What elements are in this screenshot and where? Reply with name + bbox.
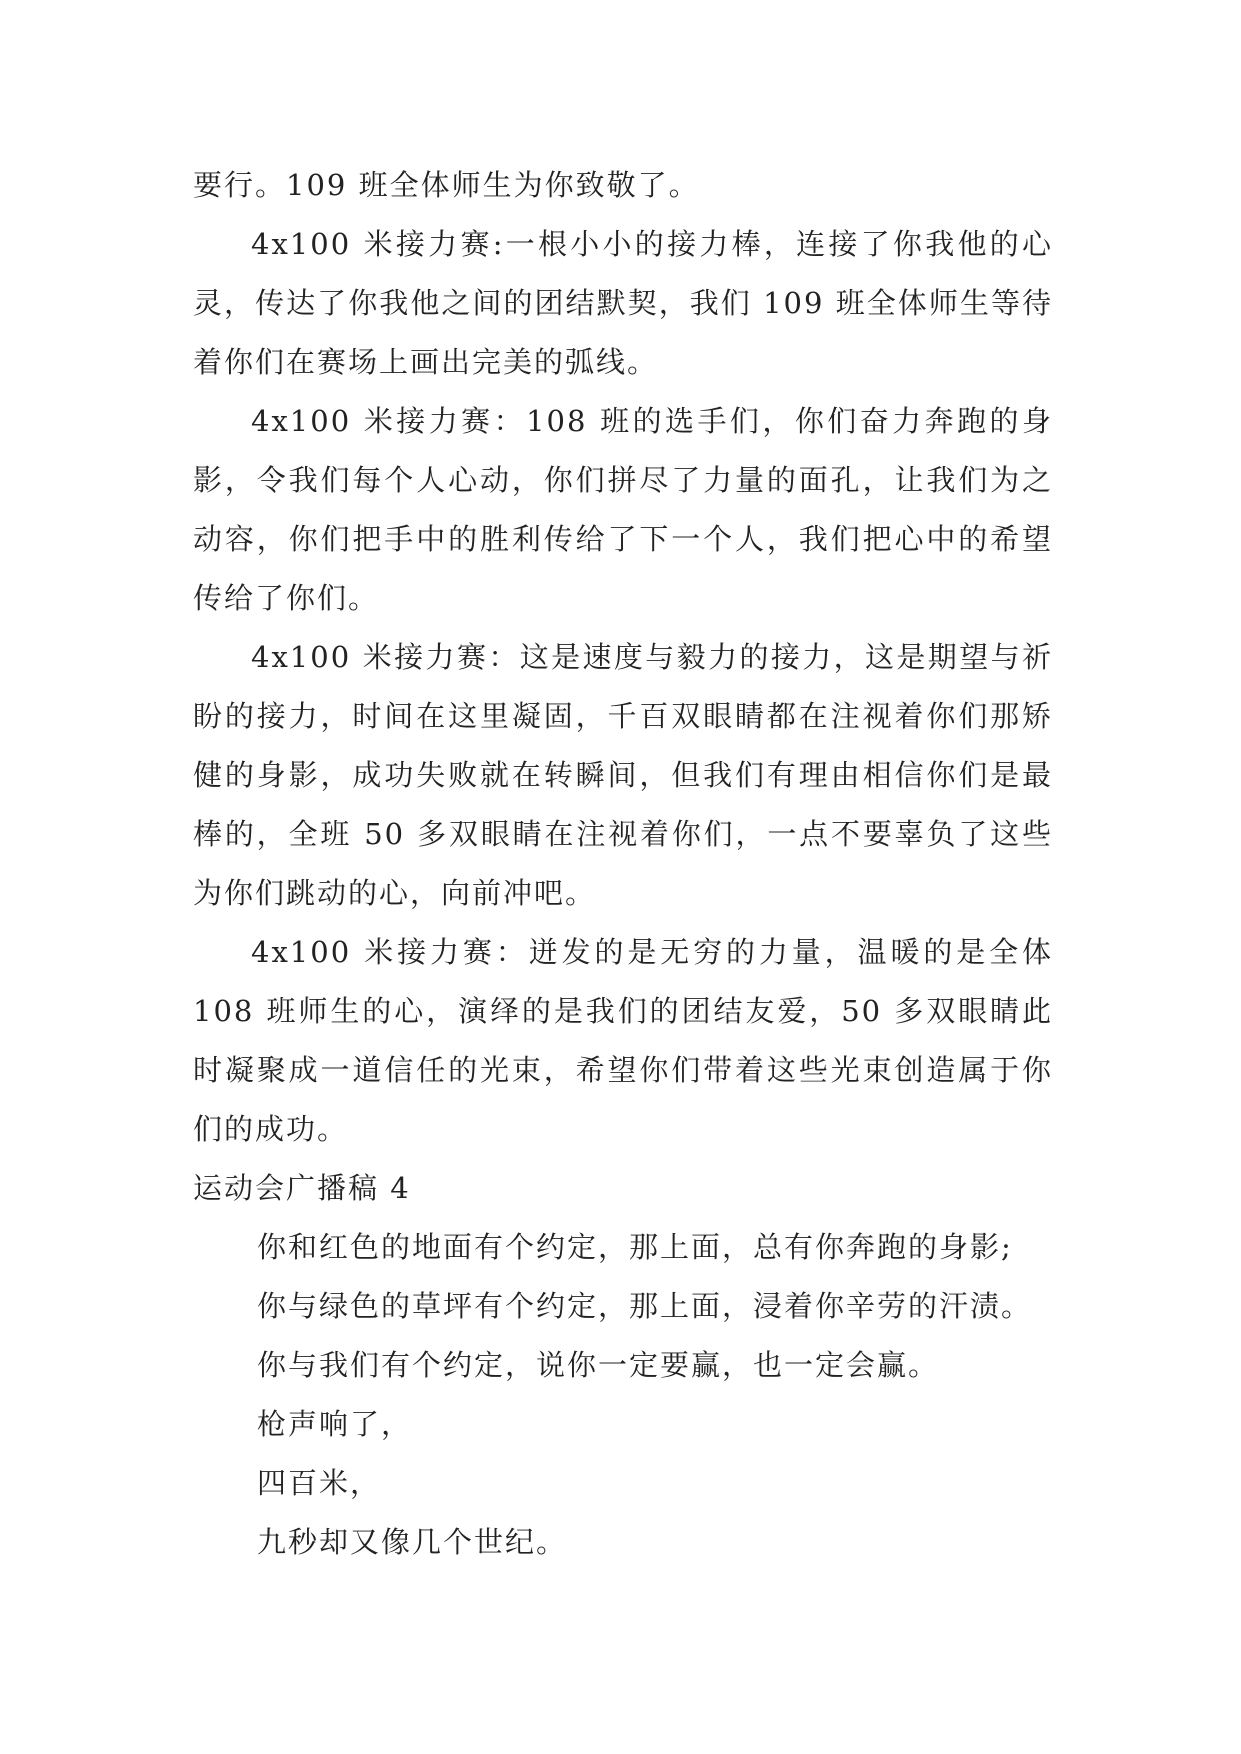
poem-line: 四百米， xyxy=(257,1466,382,1500)
poem-line: 你与我们有个约定，说你一定要赢，也一定会赢。 xyxy=(257,1348,940,1382)
poem-line: 你和红色的地面有个约定，那上面，总有你奔跑的身影; xyxy=(257,1230,1013,1264)
poem-line: 你与绿色的草坪有个约定，那上面，浸着你辛劳的汗渍。 xyxy=(257,1289,1033,1323)
section-heading: 运动会广播稿 4 xyxy=(193,1171,411,1205)
poem-line: 枪声响了， xyxy=(257,1407,413,1441)
paragraph-relay-3: 4x100 米接力赛：这是速度与毅力的接力，这是期望与祈盼的接力，时间在这里凝固，千百双眼睛都在注视着你们那矫健的身影，成功失败就在转瞬间，但我们有理由相信你们是最棒的，全班 50 多双眼睛在注视着你们，一点不要辜负了这些为你们跳动的心，向前冲吧。 xyxy=(193,640,1053,910)
document-body xyxy=(193,156,1053,1572)
paragraph-continuation: 要行。109 班全体师生为你致敬了。 xyxy=(193,168,700,202)
paragraph-relay-1: 4x100 米接力赛:一根小小的接力棒，连接了你我他的心灵，传达了你我他之间的团结默契，我们 109 班全体师生等待着你们在赛场上画出完美的弧线。 xyxy=(193,227,1053,379)
paragraph-relay-4: 4x100 米接力赛：迸发的是无穷的力量，温暖的是全体 108 班师生的心，演绎的是我们的团结友爱，50 多双眼睛此时凝聚成一道信任的光束，希望你们带着这些光束创造属于你们的成功。 xyxy=(193,935,1053,1146)
poem-line: 九秒却又像几个世纪。 xyxy=(257,1525,568,1559)
paragraph-relay-2: 4x100 米接力赛：108 班的选手们，你们奋力奔跑的身影，令我们每个人心动，你们拼尽了力量的面孔，让我们为之动容，你们把手中的胜利传给了下一个人，我们把心中的希望传给了你们。 xyxy=(193,404,1053,615)
